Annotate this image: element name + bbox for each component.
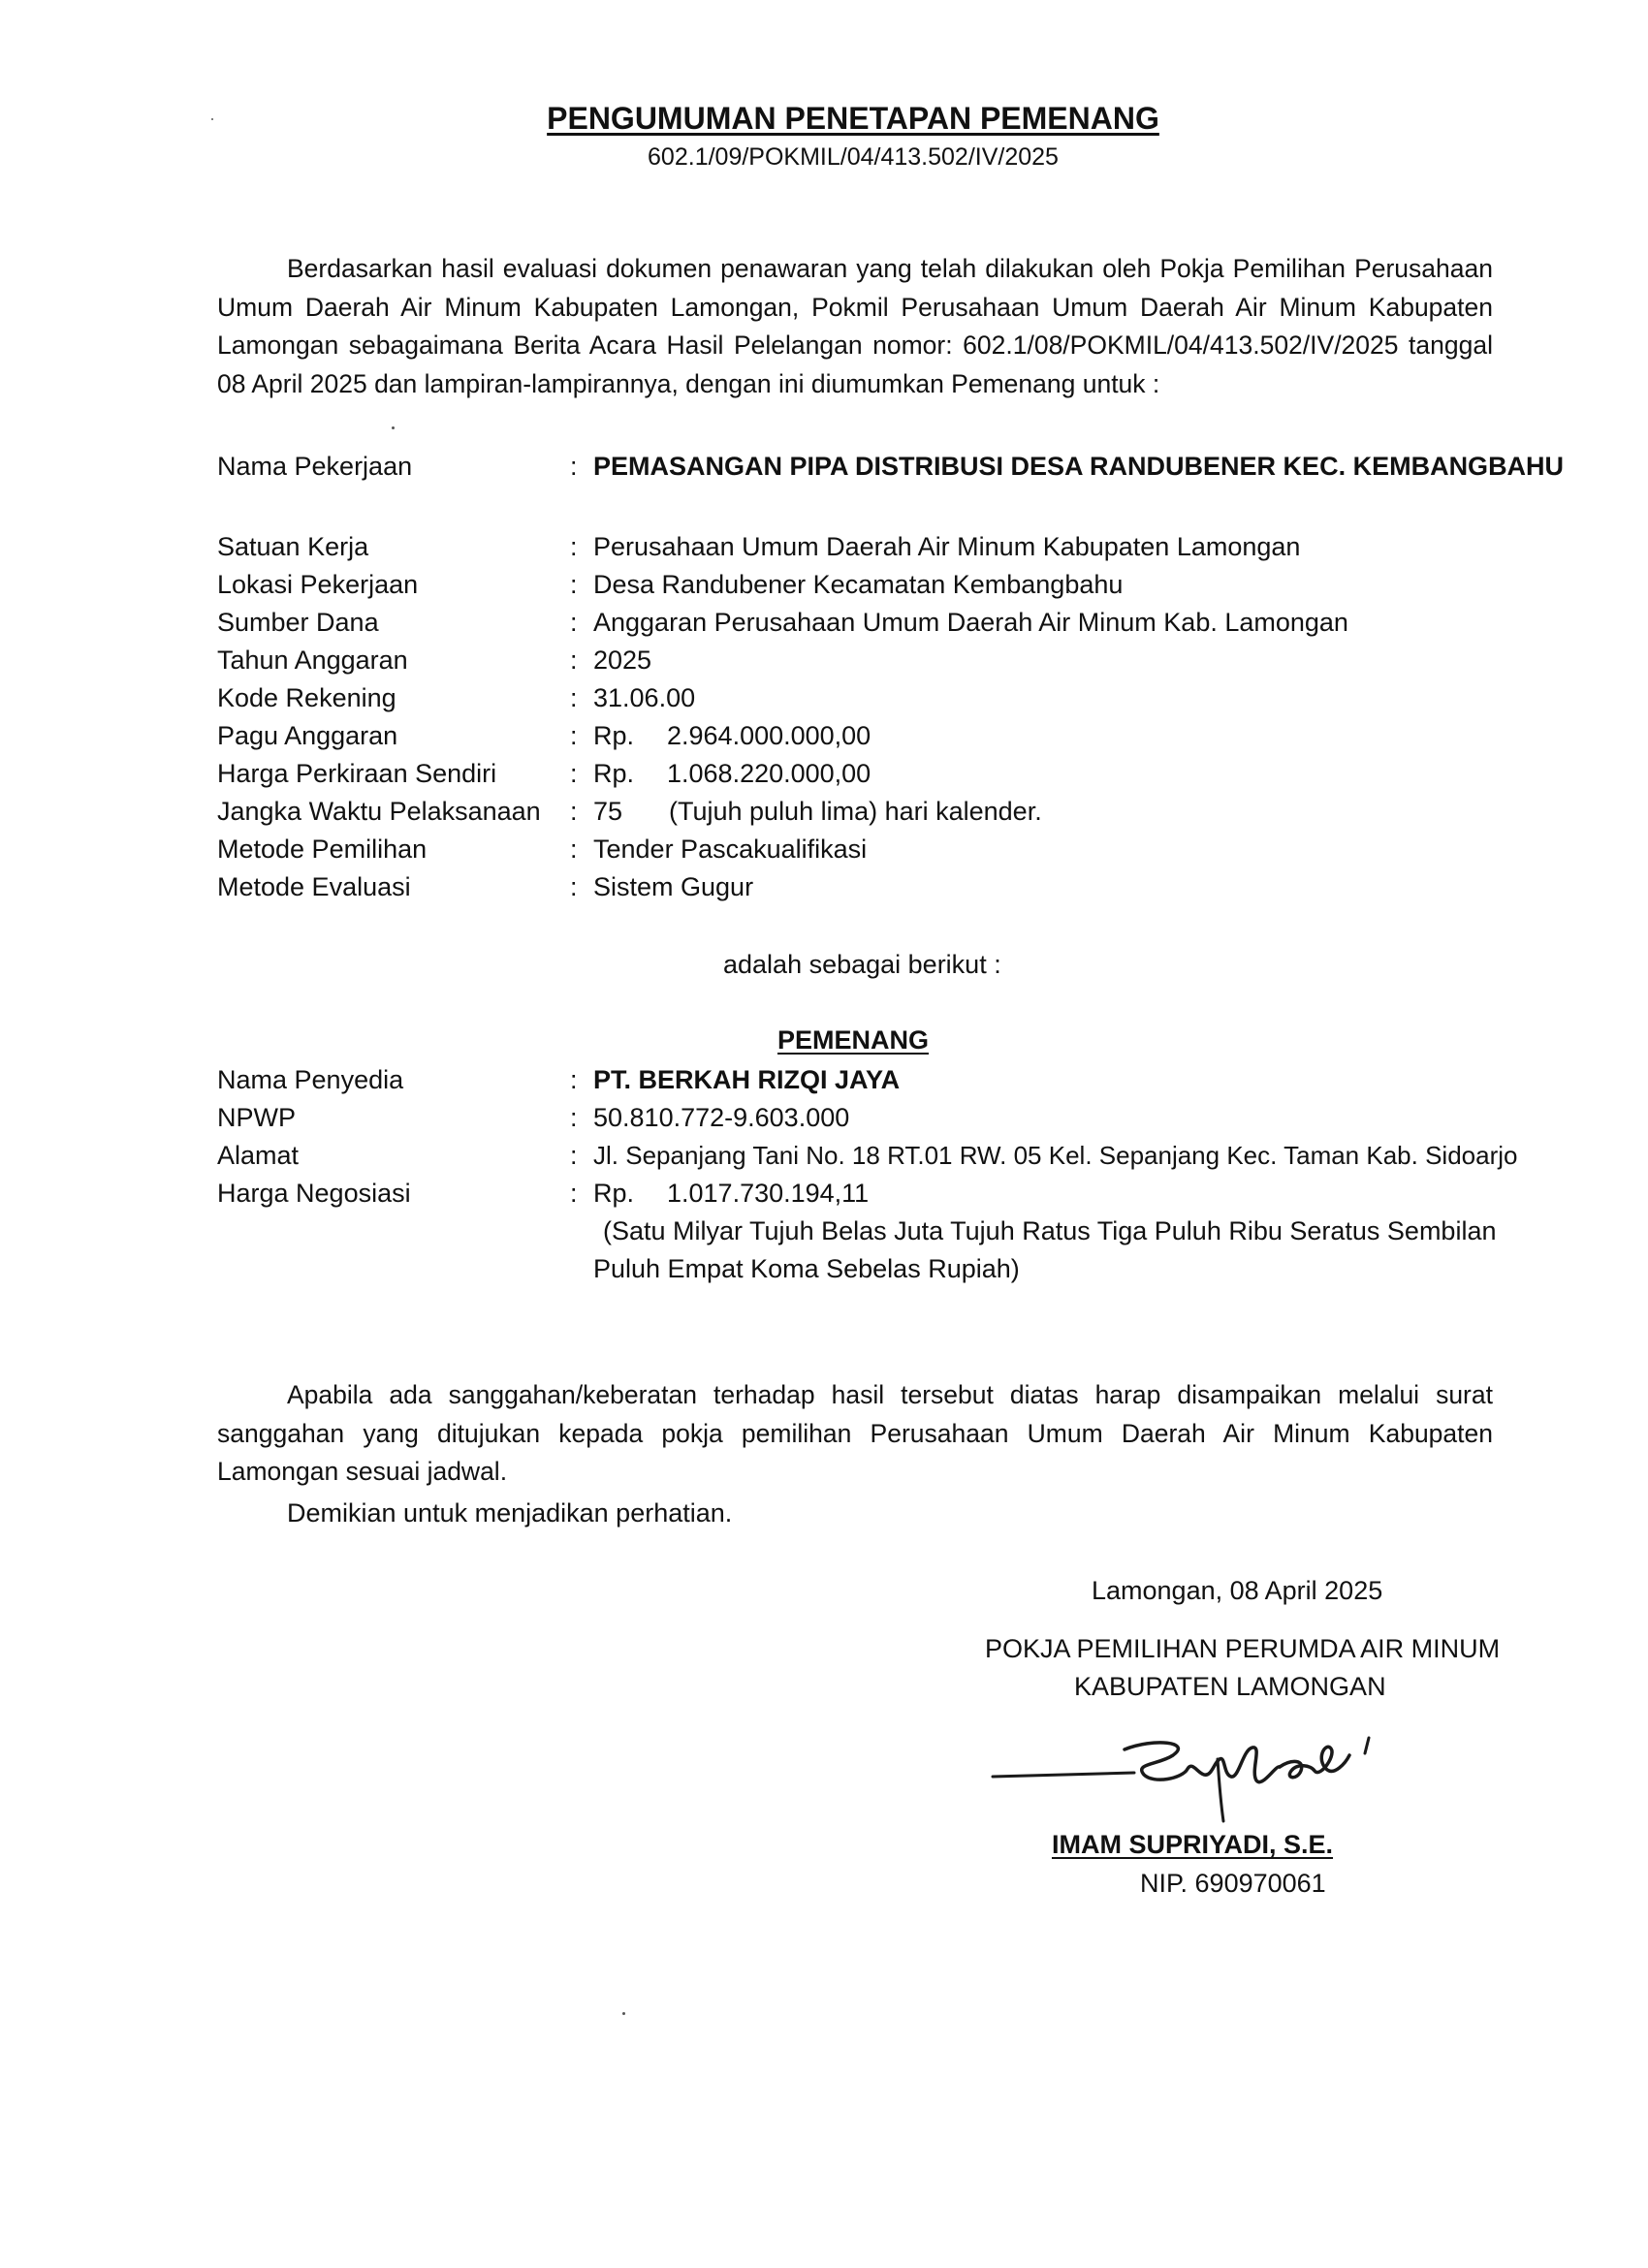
place-date: Lamongan, 08 April 2025 — [1092, 1576, 1383, 1605]
npwp-value: 50.810.772-9.603.000 — [593, 1103, 850, 1132]
org-line1: POKJA PEMILIHAN PERUMDA AIR MINUM — [985, 1634, 1501, 1663]
kode-label: Kode Rekening — [217, 683, 396, 712]
kode-value: 31.06.00 — [593, 683, 696, 712]
colon: : — [570, 452, 578, 481]
objection-paragraph — [217, 1376, 1493, 1492]
hps-value: 1.068.220.000,00 — [667, 759, 872, 788]
harga-value: 1.017.730.194,11 — [667, 1179, 870, 1208]
metode-pemilihan-value: Tender Pascakualifikasi — [593, 835, 868, 864]
signer-nip: NIP. 690970061 — [1140, 1869, 1326, 1898]
colon: : — [570, 683, 578, 712]
transition-text: adalah sebagai berikut : — [723, 950, 1001, 979]
npwp-label: NPWP — [217, 1103, 296, 1132]
jangka-text: (Tujuh puluh lima) hari kalender. — [669, 797, 1042, 826]
signer-name: IMAM SUPRIYADI, S.E. — [1051, 1830, 1334, 1859]
metode-pemilihan-label: Metode Pemilihan — [217, 835, 428, 864]
metode-evaluasi-value: Sistem Gugur — [593, 872, 754, 901]
document-number: 602.1/09/POKMIL/04/413.502/IV/2025 — [648, 143, 1059, 171]
penyedia-label: Nama Penyedia — [217, 1065, 404, 1094]
colon: : — [570, 721, 578, 750]
colon: : — [570, 797, 578, 826]
colon: : — [570, 872, 578, 901]
hps-label: Harga Perkiraan Sendiri — [217, 759, 497, 788]
colon: : — [570, 1065, 578, 1094]
sumber-dana-label: Sumber Dana — [217, 608, 379, 637]
satuan-kerja-label: Satuan Kerja — [217, 532, 369, 561]
objection-text: Apabila ada sanggahan/keberatan terhadap hasil tersebut diatas harap disampaikan melalui surat sanggahan yang ditujukan kepada pokja pemilihan Perusahaan Umum Daerah Air Minum Kabupaten Lamongan sesuai jadwal. — [217, 1380, 1493, 1486]
metode-evaluasi-label: Metode Evaluasi — [217, 872, 411, 901]
job-name-value: PEMASANGAN PIPA DISTRIBUSI DESA RANDUBENER KEC. KEMBANGBAHU — [593, 452, 1565, 481]
job-name-label: Nama Pekerjaan — [217, 452, 413, 481]
pagu-currency: Rp. — [593, 721, 635, 750]
harga-currency: Rp. — [593, 1179, 635, 1208]
intro-paragraph — [217, 250, 1493, 403]
alamat-label: Alamat — [217, 1141, 300, 1170]
colon: : — [570, 1141, 578, 1170]
pagu-label: Pagu Anggaran — [217, 721, 398, 750]
lokasi-value: Desa Randubener Kecamatan Kembangbahu — [593, 570, 1124, 599]
satuan-kerja-value: Perusahaan Umum Daerah Air Minum Kabupaten Lamongan — [593, 532, 1301, 561]
harga-words-line1: (Satu Milyar Tujuh Belas Juta Tujuh Ratus Tiga Puluh Ribu Seratus Sembilan — [603, 1216, 1497, 1245]
scan-speck — [622, 2012, 625, 2015]
org-line2: KABUPATEN LAMONGAN — [1074, 1672, 1386, 1701]
closing-text: Demikian untuk menjadikan perhatian. — [287, 1498, 733, 1528]
sumber-dana-value: Anggaran Perusahaan Umum Daerah Air Minum Kab. Lamongan — [593, 608, 1348, 637]
pagu-value: 2.964.000.000,00 — [667, 721, 872, 750]
colon: : — [570, 532, 578, 561]
colon: : — [570, 570, 578, 599]
jangka-label: Jangka Waktu Pelaksanaan — [217, 797, 541, 826]
lokasi-label: Lokasi Pekerjaan — [217, 570, 419, 599]
tahun-label: Tahun Anggaran — [217, 646, 408, 675]
intro-text: Berdasarkan hasil evaluasi dokumen penawaran yang telah dilakukan oleh Pokja Pemilihan Perusahaan Umum Daerah Air Minum Kabupaten Lamongan, Pokmil Perusahaan Umum Daerah Air Minum Kabupaten Lamongan sebagaimana Berita Acara Hasil Pelelangan nomor: 602.1/08/POKMIL/04/413.502/IV/2025 tanggal 08 April 2025 dan lampiran-lampirannya, dengan ini diumumkan Pemenang untuk : — [217, 254, 1493, 398]
tahun-value: 2025 — [593, 646, 652, 675]
scan-speck — [211, 118, 213, 120]
jangka-days: 75 — [593, 797, 623, 826]
colon: : — [570, 646, 578, 675]
alamat-value: Jl. Sepanjang Tani No. 18 RT.01 RW. 05 Kel. Sepanjang Kec. Taman Kab. Sidoarjo — [593, 1141, 1518, 1170]
winner-heading: PEMENANG — [776, 1025, 929, 1055]
document-title: PENGUMUMAN PENETAPAN PEMENANG — [547, 101, 1159, 136]
harga-label: Harga Negosiasi — [217, 1179, 411, 1208]
colon: : — [570, 835, 578, 864]
colon: : — [570, 1179, 578, 1208]
hps-currency: Rp. — [593, 759, 635, 788]
penyedia-value: PT. BERKAH RIZQI JAYA — [593, 1065, 901, 1094]
harga-words-line2: Puluh Empat Koma Sebelas Rupiah) — [593, 1254, 1020, 1283]
colon: : — [570, 759, 578, 788]
colon: : — [570, 1103, 578, 1132]
colon: : — [570, 608, 578, 637]
signature-image — [989, 1720, 1396, 1827]
scan-speck — [392, 426, 395, 429]
